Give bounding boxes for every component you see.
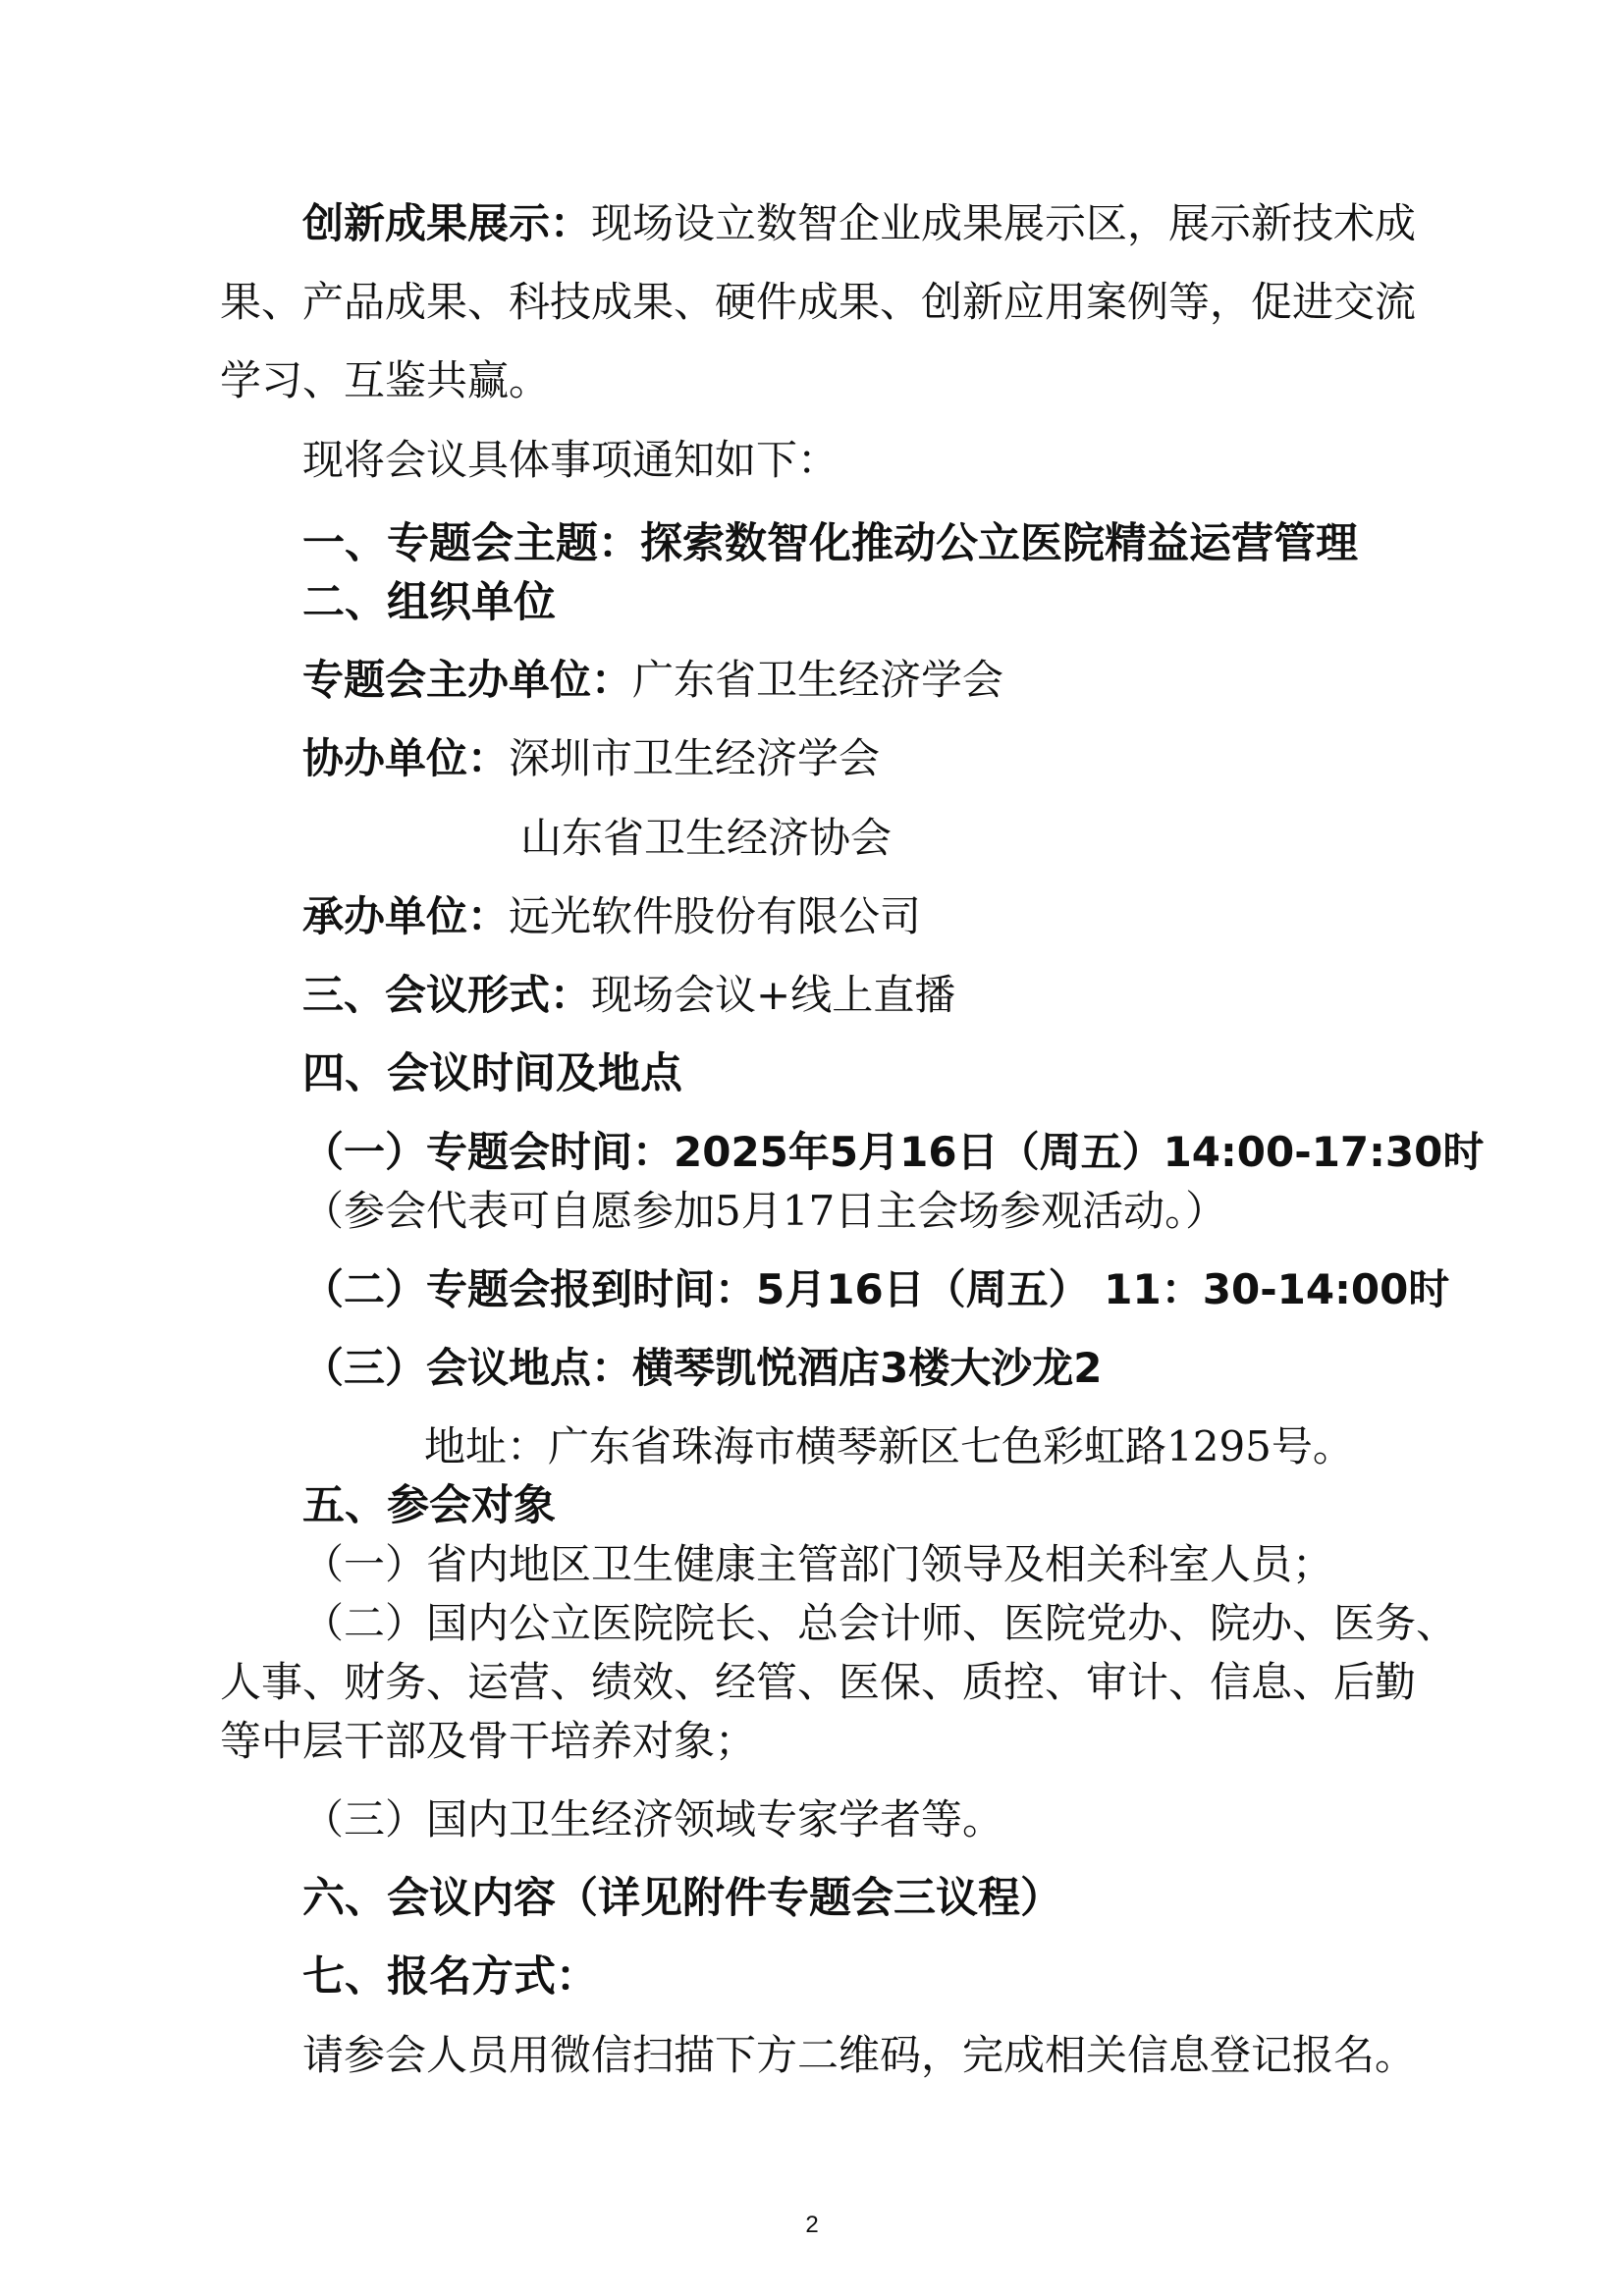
registration-instructions: 请参会人员用微信扫描下方二维码，完成相关信息登记报名。 [302,2031,1417,2079]
innovation-label: 创新成果展示： [302,199,592,247]
section-6-heading: 六、会议内容（详见附件专题会三议程） [302,1874,1062,1923]
meeting-time-note: （参会代表可自愿参加5月17日主会场参观活动。） [302,1187,1227,1235]
meeting-time: （一）专题会时间：2025年5月16日（周五）14:00-17:30时 [302,1128,1485,1176]
section-1-heading: 一、专题会主题：探索数智化推动公立医院精益运营管理 [302,519,1358,568]
page-number: 2 [805,2212,819,2238]
co-organizer-label: 协办单位： [302,734,510,782]
organizer-label: 承办单位： [302,892,510,940]
section-3-value: 现场会议+线上直播 [591,971,956,1019]
co-organizer-line [302,734,881,782]
attendee-item-1: （一）省内地区卫生健康主管部门领导及相关科室人员； [302,1540,1334,1588]
host-unit-label: 专题会主办单位： [302,656,633,704]
attendee-item-3: （三）国内卫生经济领域专家学者等。 [302,1795,1004,1843]
attendee-item-2-line3: 等中层干部及骨干培养对象； [220,1717,757,1765]
co-organizer-value-2: 山东省卫生经济协会 [520,814,893,862]
section-2-heading: 二、组织单位 [302,578,556,627]
innovation-paragraph-line1 [302,199,1417,247]
organizer-line [302,892,922,940]
host-unit-value: 广东省卫生经济学会 [632,656,1004,704]
checkin-time: （二）专题会报到时间：5月16日（周五） 11：30-14:00时 [302,1265,1450,1313]
attendee-item-2-line2: 人事、财务、运营、绩效、经管、医保、质控、审计、信息、后勤 [220,1658,1417,1706]
section-5-heading: 五、参会对象 [302,1481,556,1530]
innovation-text: 现场设立数智企业成果展示区，展示新技术成 [591,199,1417,247]
section-4-heading: 四、会议时间及地点 [302,1049,682,1098]
co-organizer-value-1: 深圳市卫生经济学会 [509,734,881,782]
section-3-label: 三、会议形式： [302,971,592,1019]
attendee-item-2-line1: （二）国内公立医院院长、总会计师、医院党办、院办、医务、 [302,1599,1458,1647]
meeting-venue: （三）会议地点：横琴凯悦酒店3楼大沙龙2 [302,1344,1103,1392]
innovation-paragraph-line3: 学习、互鉴共赢。 [220,356,551,404]
innovation-paragraph-line2: 果、产品成果、科技成果、硬件成果、创新应用案例等，促进交流 [220,278,1417,326]
host-unit-line [302,656,1004,704]
venue-address: 地址：广东省珠海市横琴新区七色彩虹路1295号。 [424,1422,1354,1470]
organizer-value: 远光软件股份有限公司 [509,892,922,940]
intro-text: 现将会议具体事项通知如下： [302,436,839,484]
section-3-line [302,971,956,1019]
section-7-heading: 七、报名方式： [302,1952,598,2002]
